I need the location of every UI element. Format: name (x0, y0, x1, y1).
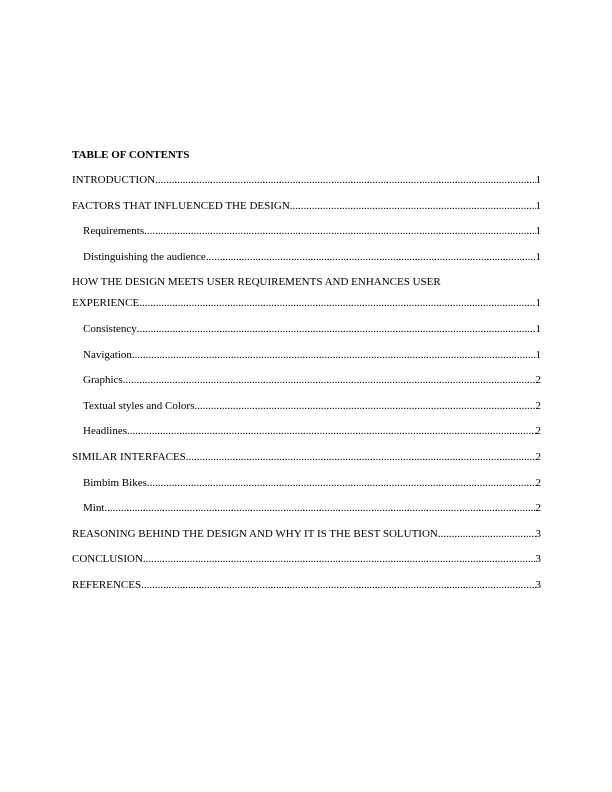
toc-entry-graphics[interactable] (72, 374, 541, 387)
toc-entry-label-line1: HOW THE DESIGN MEETS USER REQUIREMENTS AND ENHANCES USER (72, 276, 441, 289)
toc-entry-reasoning[interactable] (72, 528, 541, 541)
toc-dot-leader (194, 400, 535, 413)
toc-entry-headlines[interactable] (72, 425, 541, 438)
toc-entry-introduction[interactable] (72, 174, 541, 187)
toc-entry-how-design-meets[interactable] (72, 276, 541, 310)
toc-page-number: 1 (535, 174, 541, 186)
toc-entry-label: REASONING BEHIND THE DESIGN AND WHY IT IS THE BEST SOLUTION (72, 527, 438, 540)
toc-dot-leader (104, 502, 535, 515)
toc-dot-leader (144, 225, 535, 238)
toc-page-number: 3 (535, 578, 541, 591)
toc-entry-conclusion[interactable] (72, 553, 541, 566)
toc-dot-leader (137, 323, 536, 336)
toc-entry-label-line2: EXPERIENCE (72, 297, 140, 310)
toc-entry-label: REFERENCES (72, 578, 142, 591)
toc-page-number: 1 (535, 297, 541, 310)
toc-dot-leader (123, 374, 536, 387)
toc-dot-leader (186, 451, 536, 464)
toc-entry-similar-interfaces[interactable] (72, 451, 541, 464)
toc-page-number: 1 (535, 348, 541, 361)
toc-page-number: 1 (535, 225, 541, 238)
toc-entry-navigation[interactable] (72, 349, 541, 362)
toc-entry-label: CONCLUSION (72, 553, 143, 566)
toc-entry-label: Distinguishing the audience (83, 250, 206, 263)
toc-entry-label: Bimbim Bikes (83, 476, 147, 489)
toc-entry-requirements[interactable] (72, 225, 541, 238)
toc-dot-leader (290, 200, 536, 213)
toc-entry-label: Graphics (83, 374, 123, 387)
toc-page-number: 2 (535, 476, 541, 489)
toc-page-number: 2 (535, 399, 541, 412)
toc-entry-distinguishing-audience[interactable] (72, 251, 541, 264)
toc-dot-leader (155, 174, 535, 187)
toc-page-number: 3 (535, 553, 541, 566)
table-of-contents (72, 149, 541, 605)
toc-entry-label: Mint (83, 502, 105, 515)
toc-dot-leader (141, 579, 535, 592)
toc-dot-leader (206, 251, 536, 264)
toc-entry-textual-styles[interactable] (72, 400, 541, 413)
toc-page-number: 2 (535, 374, 541, 387)
toc-page-number: 1 (535, 322, 541, 335)
toc-entry-consistency[interactable] (72, 323, 541, 336)
toc-page-number: 2 (535, 502, 541, 515)
toc-entry-bimbim-bikes[interactable] (72, 477, 541, 490)
toc-entry-label: INTRODUCTION (72, 174, 156, 186)
toc-page-number: 1 (535, 199, 541, 212)
toc-entry-label: Headlines (83, 425, 127, 438)
toc-heading: TABLE OF CONTENTS (72, 149, 190, 161)
toc-entry-mint[interactable] (72, 502, 541, 515)
toc-entry-label: Consistency (83, 322, 137, 335)
toc-entry-label: Navigation (83, 348, 132, 361)
toc-dot-leader (147, 477, 536, 490)
toc-dot-leader (127, 425, 536, 438)
toc-dot-leader (132, 349, 536, 362)
toc-entry-label: Requirements (83, 225, 145, 238)
toc-entry-label: FACTORS THAT INFLUENCED THE DESIGN (72, 199, 290, 212)
toc-page-number: 1 (535, 250, 541, 263)
toc-entry-label: Textual styles and Colors (83, 399, 195, 412)
toc-dot-leader (438, 528, 536, 541)
toc-entry-label: SIMILAR INTERFACES (72, 450, 186, 463)
toc-entry-references[interactable] (72, 579, 541, 592)
toc-entry-factors[interactable] (72, 200, 541, 213)
toc-page-number: 2 (535, 450, 541, 463)
toc-page-number: 2 (535, 425, 541, 438)
toc-page-number: 3 (535, 527, 541, 540)
toc-dot-leader (139, 297, 535, 310)
toc-dot-leader (143, 553, 536, 566)
